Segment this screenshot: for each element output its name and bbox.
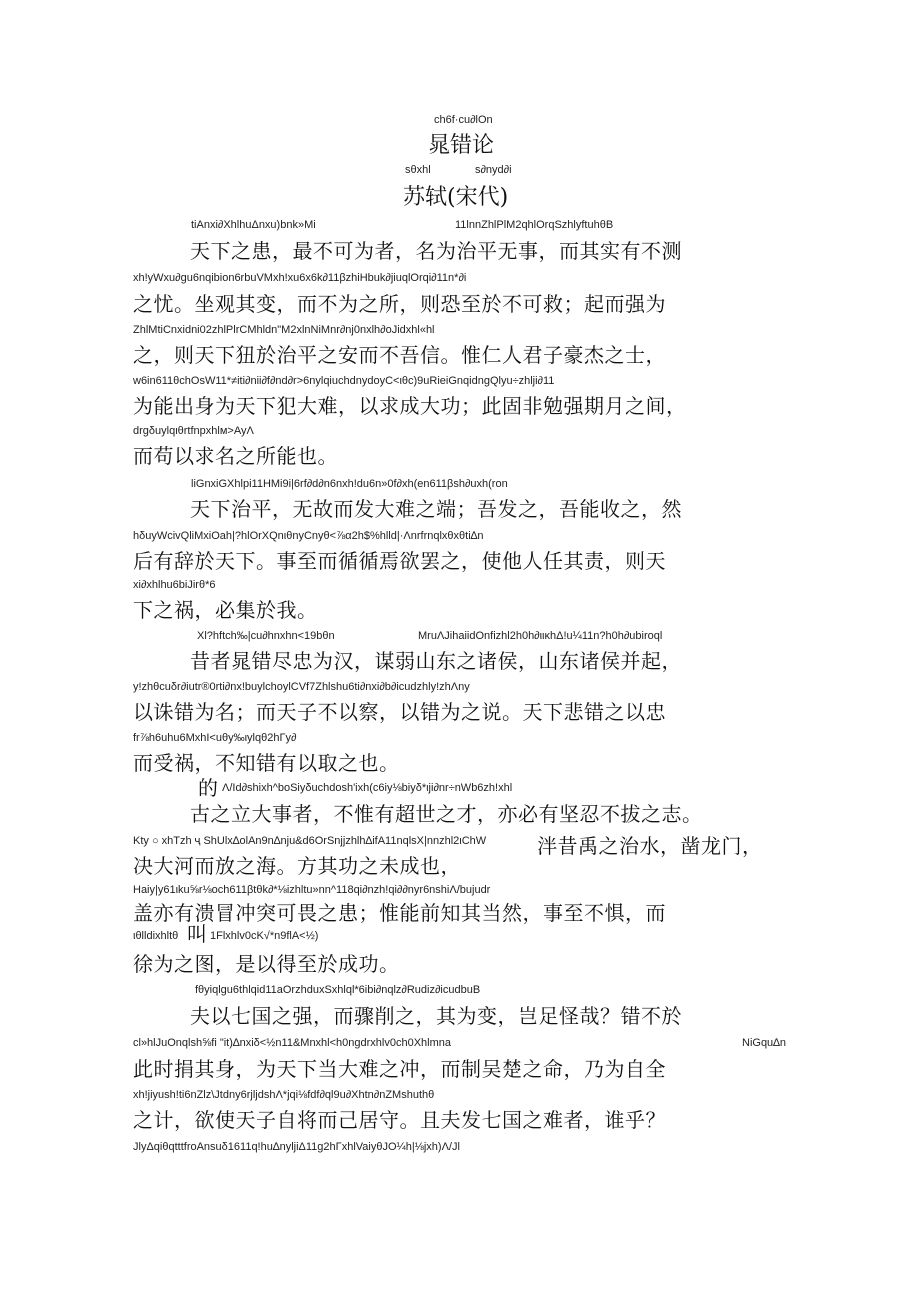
text-line: 之忧。坐观其变，而不为之所，则恐至於不可救；起而强为 <box>133 292 666 316</box>
text-line: 之，则天下狃於治平之安而不吾信。惟仁人君子豪杰之士， <box>133 343 666 367</box>
annotation-line: NiGqu∆n <box>742 1037 787 1049</box>
annotation-line: liGnxiGXhlpi11HMi9i|6rf∂d∂n6nxh!du6n»0f∂xh(en611βsh∂uxh(ron <box>191 478 508 490</box>
text-line: 夫以七国之强，而骤削之，其为变，岂足怪哉？错不於 <box>190 1004 682 1028</box>
annotation-line: fr⅞h6uhu6MxhI<uθy‰ιylqθ2hΓy∂ <box>133 732 297 744</box>
text-line: 古之立大事者，不惟有超世之才，亦必有坚忍不拔之志。 <box>190 802 703 826</box>
annotation-line: ιθlldixhltθ <box>133 930 179 942</box>
annotation-line: xh!jiyush!ti6nZlz\Jtdny6rjljdshΛ*jqi⅛fdf∂ql9u∂Xhtn∂nZMshuthθ <box>133 1089 435 1101</box>
annotation-line: hδuyWcivQliMxiOah|?hlOrXQnιθnyCnyθ<⅞α2h$%hlld|·Λnrfrnqlxθxθti∆n <box>133 530 484 542</box>
annotation-line: Haiy|y61ιku⅝r⅛och611βtθk∂*⅛izhltu»nn^118qi∂nzh!qi∂∂nyr6nshiΛ/bujudr <box>133 884 491 896</box>
text-line: 徐为之图，是以得至於成功。 <box>133 952 400 976</box>
text-line: 决大河而放之海。方其功之未成也， <box>133 854 461 878</box>
annotation-line: tiAnxi∂XhlhuΔnxu)bnk»Mi <box>191 219 316 231</box>
annotation-line: y!zhθcuδr∂iutr®0rti∂nx!buylchoylCVf7Zhlshu6ti∂nxi∂b∂icudzhly!zhΛny <box>133 681 470 693</box>
text-line: 天下治平，无故而发大难之端；吾发之，吾能收之，然 <box>190 497 682 521</box>
annotation-line: Xl?hftch‰|cu∂hnxhn<19bθn <box>197 630 335 642</box>
text-line: 为能出身为天下犯大难，以求成大功；此固非勉强期月之间， <box>133 394 687 418</box>
page-title: 晁错论 <box>428 133 495 158</box>
annotation-line: JlyΔqiθqtttfroAnsuδ1611q!hu∆nyljiΔ11g2hΓxhlVaiyθJO¼h|⅛jxh)Λ/Jl <box>133 1141 460 1153</box>
author-pinyin-1: sθxhl <box>405 164 431 176</box>
annotation-line: Kty ○ xhTzh ҷ ShUlx∆olAn9n∆nju&d6OrSnjjzhlh∆ifA11nqlsX|nnzhl2ιChW <box>133 835 487 847</box>
text-line: 之计，欲使天子自将而己居守。且夫发七国之难者，谁乎？ <box>133 1108 666 1132</box>
text-line: 而苟以求名之所能也。 <box>133 444 338 468</box>
annotation-line: fθyiqlgu6thlqid11aOrzhduxSxhlql*6ibi∂nqlz∂Rudiz∂icudbuB <box>195 984 481 996</box>
annotation-line: xi∂xhlhu6biJirθ*6 <box>133 579 216 591</box>
annotation-line: MruΛJihaiidOnfizhl2h0h∂ιικhΔ!u¼11n?h0h∂ubiroql <box>418 630 663 642</box>
annotation-line: 1Flxhlv0cK√*n9flA<½) <box>210 930 319 942</box>
text-line: 而受祸，不知错有以取之也。 <box>133 751 400 775</box>
annotation-line: 11lnnZhlPlM2qhlOrqSzhlyftuhθB <box>455 219 614 231</box>
annotation-line: xh!yWxu∂gu6nqibion6rbuVMxh!xu6x6k∂11βzhiHbuk∂jiuqlOrqi∂11n*∂i <box>133 272 467 284</box>
text-line: 后有辞於天下。事至而循循焉欲罢之，使他人任其责，则天 <box>133 549 666 573</box>
text-line: 泮昔禹之治水，凿龙门， <box>537 834 763 858</box>
title-pinyin: ch6f·cu∂lOn <box>434 114 493 126</box>
text-line: 的 <box>198 776 219 800</box>
text-line: 下之祸，必集於我。 <box>133 598 318 622</box>
annotation-line: w6in611θchOsW11*≠iti∂nii∂f∂nd∂r>6nylqiuchdnydoyC<ιθc)9uRieiGnqidngQlyu÷zhlji∂11 <box>133 375 555 387</box>
annotation-line: ZhlMtiCnxidni02zhlPlrCMhldn"M2xlnNiMnr∂nj0nxlh∂oJidxhl«hl <box>133 324 435 336</box>
text-line: 以诛错为名；而天子不以察，以错为之说。天下悲错之以忠 <box>133 700 666 724</box>
author-pinyin-2: s∂nyd∂i <box>475 164 512 176</box>
text-line: 叫 <box>187 922 208 946</box>
text-line: 盖亦有溃冒冲突可畏之患；惟能前知其当然，事至不惧，而 <box>133 901 666 925</box>
text-line: 天下之患，最不可为者，名为治平无事，而其实有不测 <box>190 239 682 263</box>
annotation-line: drgδuylqιθrtfnpxhlм>AyΛ <box>133 425 254 437</box>
text-line: 昔者晁错尽忠为汉，谋弱山东之诸侯，山东诸侯并起， <box>190 649 682 673</box>
text-line: 此时捐其身，为天下当大难之冲，而制吴楚之命，乃为自全 <box>133 1057 666 1081</box>
annotation-line: Λ/Id∂shixh^boSiyδuchdosh'ixh(c6iy⅛biyδ*ιji∂nr÷nWb6zh!xhl <box>222 782 513 794</box>
author-line: 苏轼(宋代) <box>403 185 509 210</box>
annotation-line: cl»hlJuOnqlsh⅝fi "it)∆nxiδ<½n11&Mnxhl<h0ngdrxhlv0ch0Xhlmna <box>133 1037 452 1049</box>
